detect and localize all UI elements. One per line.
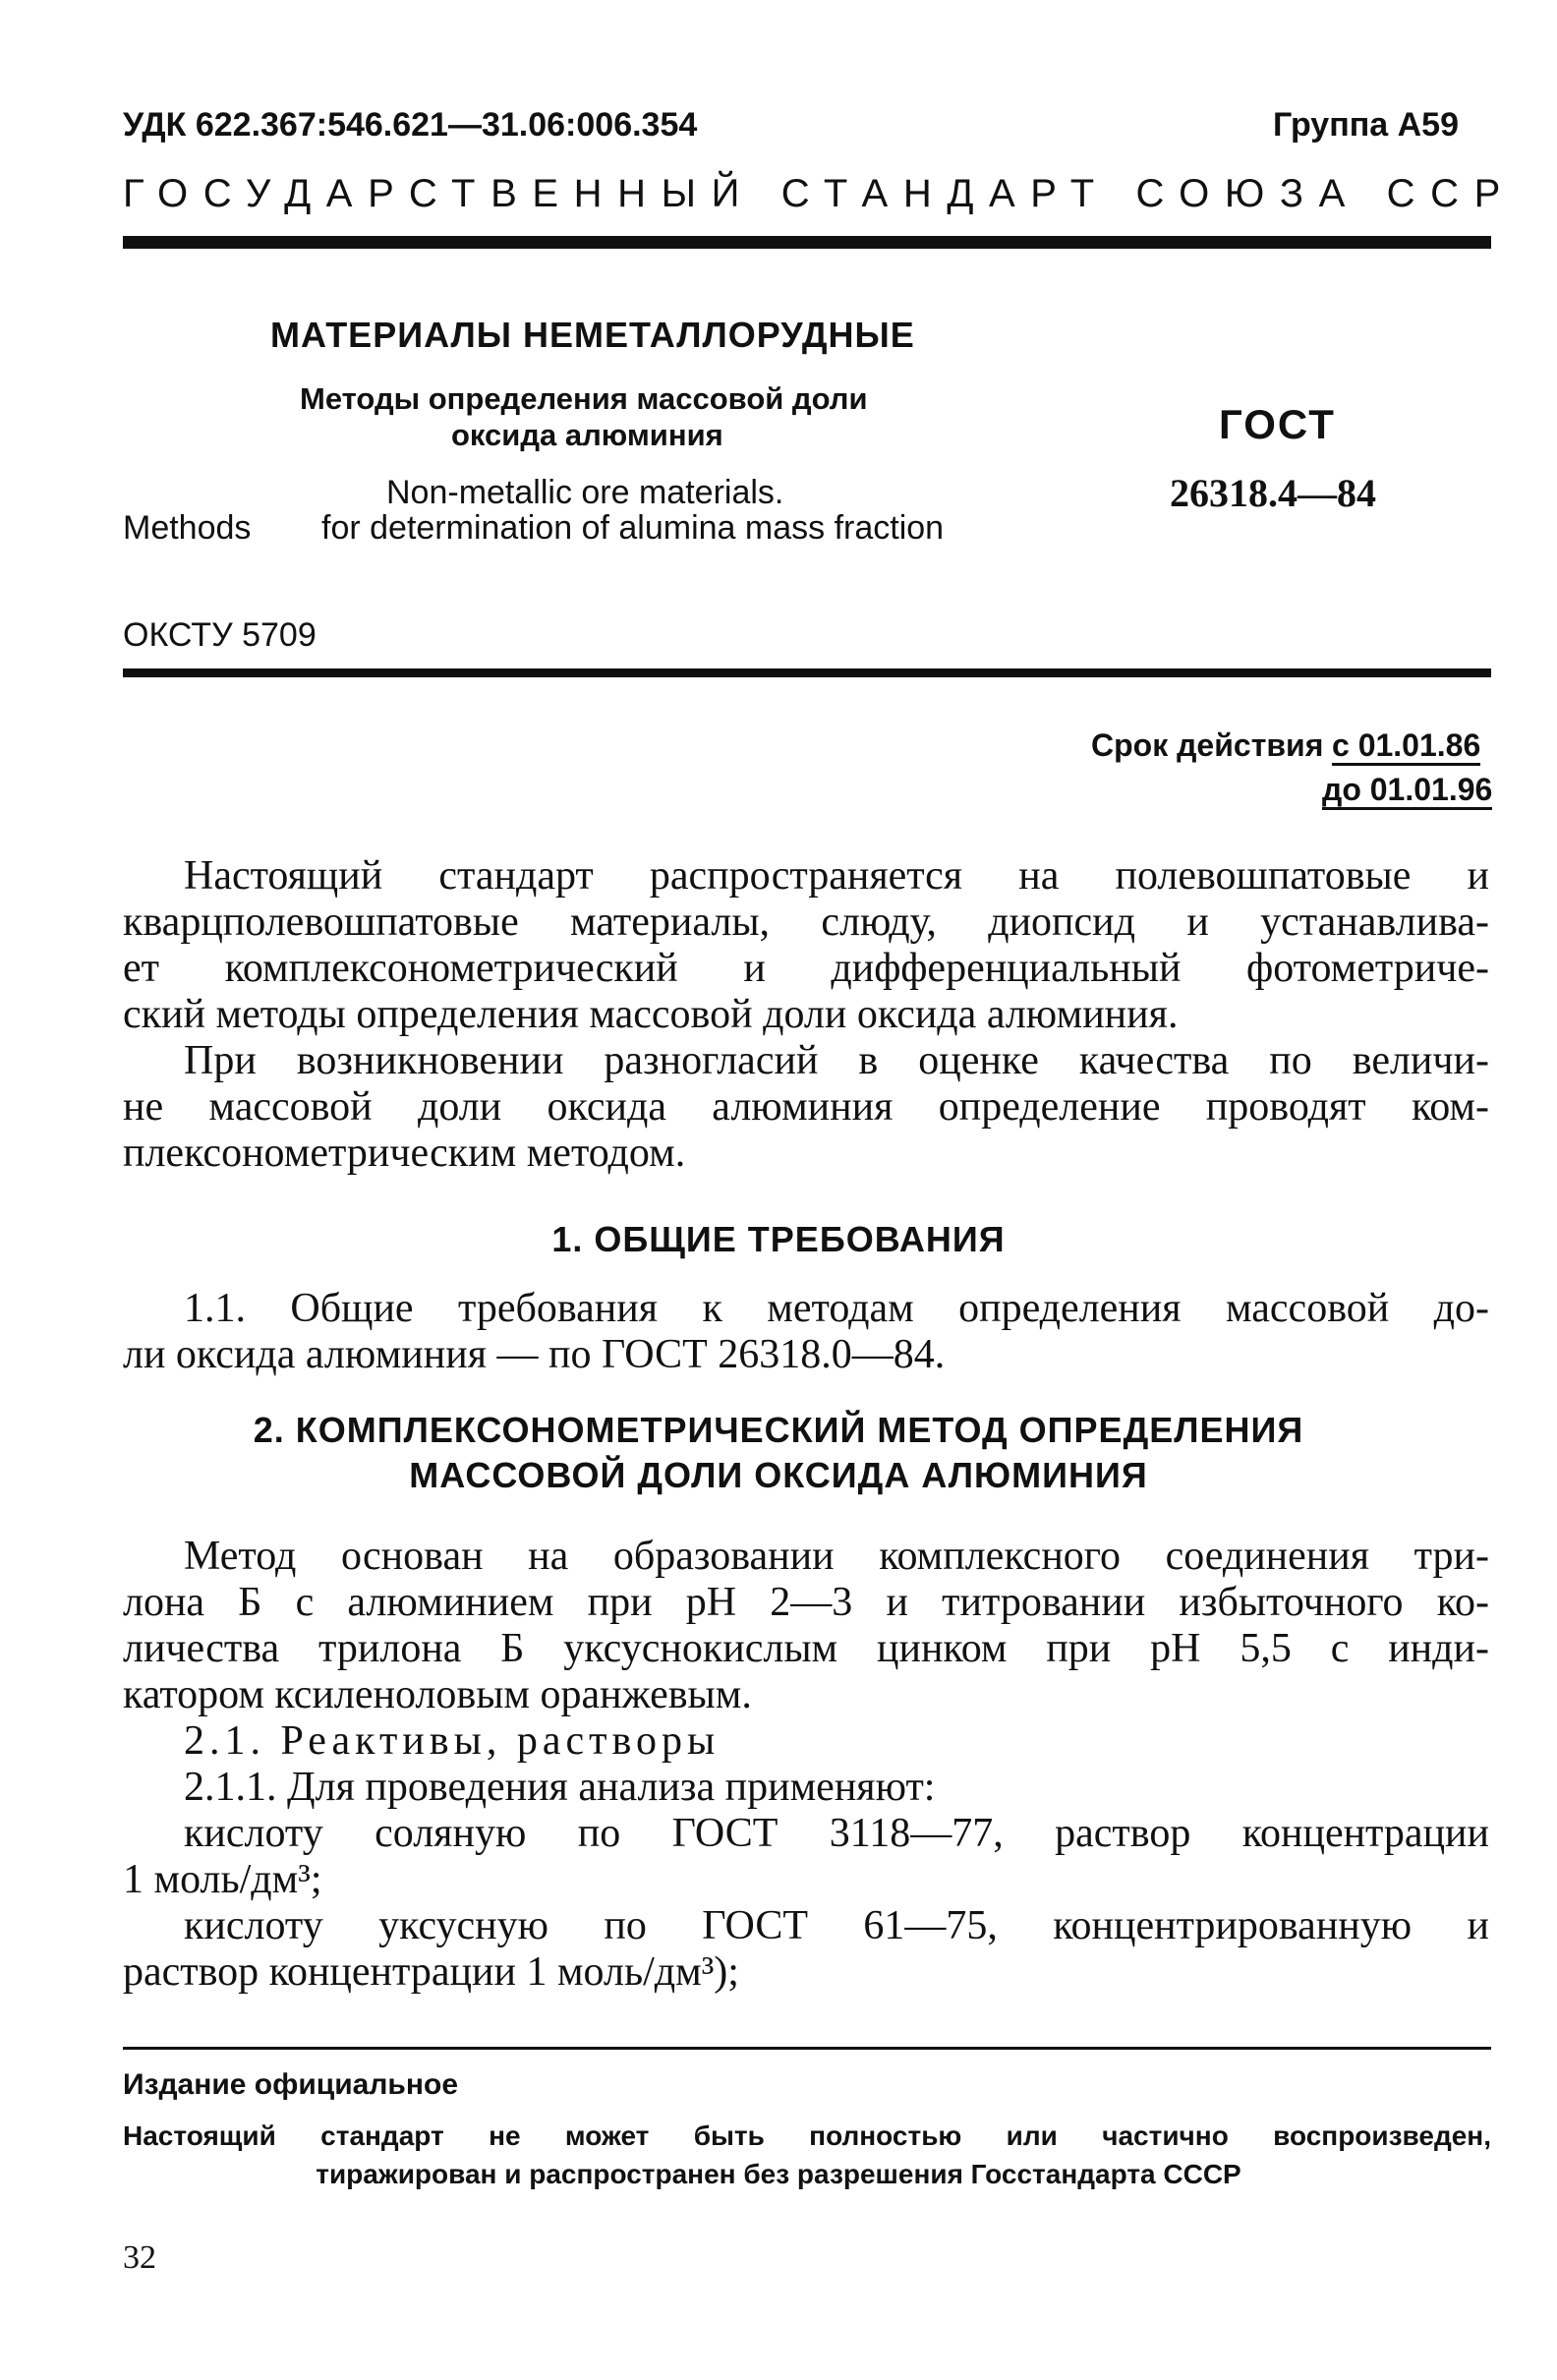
text-line: катором ксиленоловым оранжевым. [123,1672,752,1717]
text-line: ли оксида алюминия — по ГОСТ 26318.0—84. [123,1332,946,1377]
text-line: личества трилона Б уксуснокислым цинком при pH 5,5 с инди- [123,1626,1489,1671]
group-code: Группа А59 [1272,106,1459,144]
title-en-methods: Methods [123,509,252,547]
official-edition: Издание официальное [123,2068,459,2101]
text-line: 2.1.1. Для проведения анализа применяют: [184,1765,936,1810]
validity-to-date: до 01.01.96 [1322,772,1492,810]
section-2-paragraph [123,1534,1489,1718]
section-2-1-1-intro [123,1765,1489,1811]
text-line: кислоту уксусную по ГОСТ 61—75, концентрированную и [184,1903,1489,1948]
udc-code: УДК 622.367:546.621—31.06:006.354 [123,106,698,144]
text-line: Метод основан на образовании комплексного соединения три- [184,1534,1489,1579]
section-1-heading: 1. ОБЩИЕ ТРЕБОВАНИЯ [551,1219,1006,1259]
validity-from [1332,727,1480,764]
state-standard-banner: ГОСУДАРСТВЕННЫЙ СТАНДАРТ СОЮЗА ССР [123,172,1516,215]
text-line: ет комплексонометрический и дифференциальный фотометриче- [123,946,1489,991]
text-line: раствор концентрации 1 моль/дм³); [123,1949,739,1995]
okstu-code: ОКСТУ 5709 [123,616,317,654]
reagent-item-2 [123,1903,1489,1996]
text-line: лона Б с алюминием при pH 2—3 и титровании избыточного ко- [123,1580,1489,1625]
text-line: Настоящий стандарт распространяется на полевошпатовые и [184,853,1489,899]
section-2-1-title [123,1718,1489,1765]
title-en-line1: Non-metallic ore materials. [386,474,784,511]
title-sub-line1: Методы определения массовой доли [300,381,868,416]
copyright-notice-line2: тиражирован и распространен без разрешения Госстандарта СССР [316,2159,1241,2189]
header-thick-rule [123,236,1491,249]
text-line: 1 моль/дм³; [123,1857,322,1902]
title-en-line2: for determination of alumina mass fraction [321,509,945,547]
section-1-paragraph [123,1286,1489,1378]
gost-number: 26318.4—84 [1170,471,1376,515]
section-2-heading-line1: 2. КОМПЛЕКСОНОМЕТРИЧЕСКИЙ МЕТОД ОПРЕДЕЛЕНИЯ [253,1410,1304,1450]
intro-paragraph-2 [123,1038,1489,1177]
validity-to [1322,772,1492,808]
title-main: МАТЕРИАЛЫ НЕМЕТАЛЛОРУДНЫЕ [270,315,915,355]
text-line: 1.1. Общие требования к методам определения массовой до- [184,1286,1489,1331]
text-line: кислоту соляную по ГОСТ 3118—77, раствор концентрации [184,1811,1489,1856]
section-2-heading-line2: МАССОВОЙ ДОЛИ ОКСИДА АЛЮМИНИЯ [409,1455,1148,1495]
title-sub-line2: оксида алюминия [451,418,723,452]
text-line: плексонометрическим методом. [123,1131,686,1176]
text-line: ский методы определения массовой доли оксида алюминия. [123,992,1179,1037]
copyright-notice-line1: Настоящий стандарт не может быть полностью или частично воспроизведен, [123,2120,1491,2151]
text-line: не массовой доли оксида алюминия определение проводят ком- [123,1084,1489,1130]
reagent-item-1 [123,1811,1489,1903]
page-number: 32 [123,2239,156,2276]
validity-from-date: с 01.01.86 [1332,727,1480,766]
text-line: кварцполевошпатовые материалы, слюду, диопсид и устанавлива- [123,900,1489,945]
title-thick-rule [123,668,1491,677]
text-line: 2.1. Реактивы, растворы [184,1718,721,1764]
validity-label: Срок действия [1091,727,1324,763]
gost-label: ГОСТ [1219,401,1336,447]
footer-rule [123,2047,1491,2050]
text-line: При возникновении разногласий в оценке качества по величи- [184,1038,1489,1083]
intro-paragraph-1 [123,853,1489,1038]
